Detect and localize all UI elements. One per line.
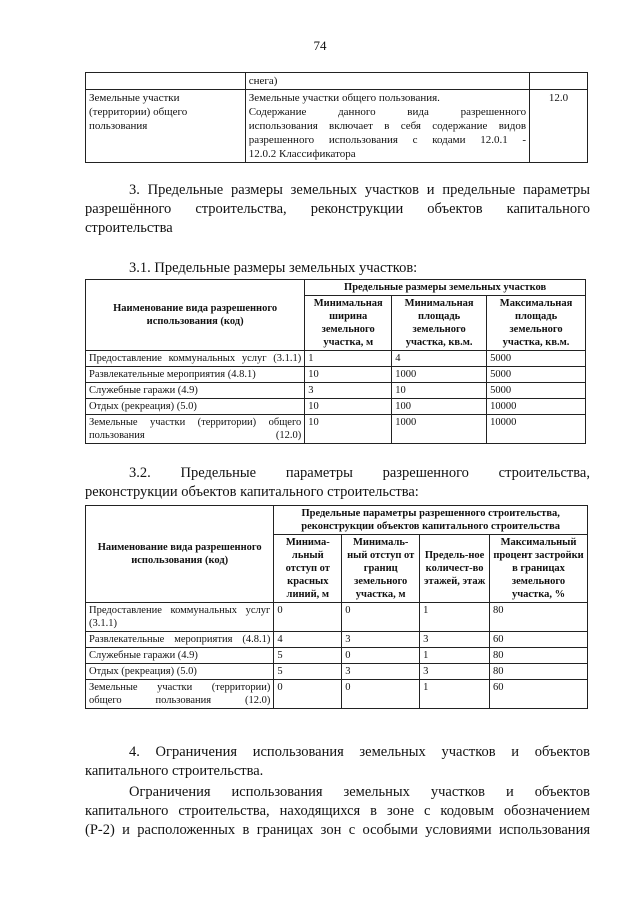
column-header: Минимальная площадь земельного участка, кв.м. (392, 296, 487, 351)
table-cell: 10000 (487, 399, 586, 415)
text-line: капитального строительства, находящихся в зоне с кодовым обозначением (85, 803, 590, 819)
table-cell: 0 (274, 680, 342, 709)
text-line: строительства (85, 220, 173, 236)
table-row (86, 367, 586, 383)
column-header: Предель-ное количест-во этажей, этаж (420, 535, 490, 603)
page-number: 74 (313, 38, 327, 53)
table-cell: 3 (420, 632, 490, 648)
table-cell: 0 (342, 680, 420, 709)
table-cell: 1000 (392, 415, 487, 444)
table-cell (530, 73, 588, 90)
table-cell: 3 (342, 632, 420, 648)
column-header-use-name: Наименование вида разрешенного использования (код) (86, 280, 305, 351)
text-line: капитального строительства. (85, 763, 264, 779)
table-cell: 0 (342, 648, 420, 664)
use-name-cell: Отдых (рекреация) (5.0) (86, 399, 305, 415)
text-line: реконструкции объектов капитального строительства: (85, 484, 419, 500)
table-cell: 4 (392, 351, 487, 367)
description-line: использования включает в себя содержание видов (248, 120, 527, 132)
use-name-cell (86, 415, 305, 444)
table-cell: 0 (274, 603, 342, 632)
table-cell: 10000 (487, 415, 586, 444)
section-3-heading (85, 181, 590, 238)
section-4-heading (85, 743, 590, 781)
section-3-2-heading (85, 464, 590, 502)
permitted-use-table-continuation (85, 72, 588, 163)
table-row (86, 603, 588, 632)
table-cell: 0 (342, 603, 420, 632)
use-name-cell: Отдых (рекреация) (5.0) (86, 664, 274, 680)
text-line: (Р-2) и расположенных в границах зон с особыми условиями использования (85, 822, 590, 838)
table-cell: 10 (305, 399, 392, 415)
use-name-cell (86, 351, 305, 367)
table-cell: 3 (342, 664, 420, 680)
table-cell: 10 (305, 415, 392, 444)
table-cell: 80 (490, 648, 588, 664)
table-cell: 3 (420, 664, 490, 680)
section-4-paragraph (85, 783, 590, 840)
table-cell: 3 (305, 383, 392, 399)
table-row (86, 383, 586, 399)
group-header: Предельные параметры разрешенного строительства, реконструкции объектов капитального строительства (274, 506, 588, 535)
column-header: Минима-льный отступ от красных линий, м (274, 535, 342, 603)
table-cell: 4 (274, 632, 342, 648)
table-row (86, 399, 586, 415)
cell-text: Развлекательные мероприятия (4.8.1) (89, 634, 271, 645)
table-row (86, 632, 588, 648)
table-cell (86, 73, 246, 90)
use-name-cell: Развлекательные мероприятия (4.8.1) (86, 367, 305, 383)
plot-size-limits-table (85, 279, 586, 444)
table-cell: 5 (274, 648, 342, 664)
table-row (86, 648, 588, 664)
table-row (86, 680, 588, 709)
use-name-cell: Служебные гаражи (4.9) (86, 648, 274, 664)
table-cell: 5 (274, 664, 342, 680)
table-cell: 5000 (487, 351, 586, 367)
table-cell: 1 (420, 648, 490, 664)
table-cell: 1 (420, 603, 490, 632)
group-header: Предельные размеры земельных участков (305, 280, 586, 296)
table-cell: 1000 (392, 367, 487, 383)
text-line: 3. Предельные размеры земельных участков и предельные параметры (129, 182, 590, 198)
description-line: Содержание данного вида разрешенного (248, 106, 527, 118)
use-name-cell: Служебные гаражи (4.9) (86, 383, 305, 399)
column-header: Минималь-ный отступ от границ земельного участка, м (342, 535, 420, 603)
table-cell: 60 (490, 632, 588, 648)
text-line: разрешённого строительства, реконструкции объектов капитального (85, 201, 590, 217)
cell-text: Земельные участки (территории) общего пользования (12.0) (89, 682, 271, 706)
use-description-cell (245, 90, 529, 163)
text-line: 3.2. Предельные параметры разрешенного строительства, (129, 465, 590, 481)
text-line: Ограничения использования земельных участков и объектов (129, 784, 590, 800)
description-line: 12.0.2 Классификатора (248, 148, 356, 160)
cell-text: Земельные участки (территории) общего пользования (12.0) (89, 417, 302, 441)
construction-parameters-table (85, 505, 588, 709)
table-cell: 5000 (487, 367, 586, 383)
cell-text: Предоставление коммунальных услуг (3.1.1) (89, 605, 271, 629)
table-cell: 60 (490, 680, 588, 709)
use-code-cell: 12.0 (530, 90, 588, 163)
column-header-use-name: Наименование вида разрешенного использования (код) (86, 506, 274, 603)
section-3-1-heading: 3.1. Предельные размеры земельных участков: (129, 260, 418, 276)
table-row (86, 73, 588, 90)
description-line: разрешенного использования с кодами 12.0.1 - (248, 134, 527, 146)
use-name-cell: Земельные участки (территории) общего пользования (86, 90, 246, 163)
table-row (86, 664, 588, 680)
table-row (86, 351, 586, 367)
text-line: 4. Ограничения использования земельных участков и объектов (129, 744, 590, 760)
table-cell: 1 (420, 680, 490, 709)
use-name-cell (86, 680, 274, 709)
use-name-cell (86, 632, 274, 648)
column-header: Минимальная ширина земельного участка, м (305, 296, 392, 351)
table-cell: 100 (392, 399, 487, 415)
description-line: Земельные участки общего пользования. (248, 92, 440, 104)
column-header: Максимальный процент застройки в границах земельного участка, % (490, 535, 588, 603)
cell-text: Предоставление коммунальных услуг (3.1.1) (89, 353, 302, 364)
table-cell: 5000 (487, 383, 586, 399)
table-cell: 10 (305, 367, 392, 383)
table-cell: снега) (245, 73, 529, 90)
table-row (86, 415, 586, 444)
use-name-cell (86, 603, 274, 632)
table-cell: 80 (490, 603, 588, 632)
table-cell: 10 (392, 383, 487, 399)
table-cell: 1 (305, 351, 392, 367)
table-cell: 80 (490, 664, 588, 680)
table-row (86, 90, 588, 163)
column-header: Максимальная площадь земельного участка, кв.м. (487, 296, 586, 351)
